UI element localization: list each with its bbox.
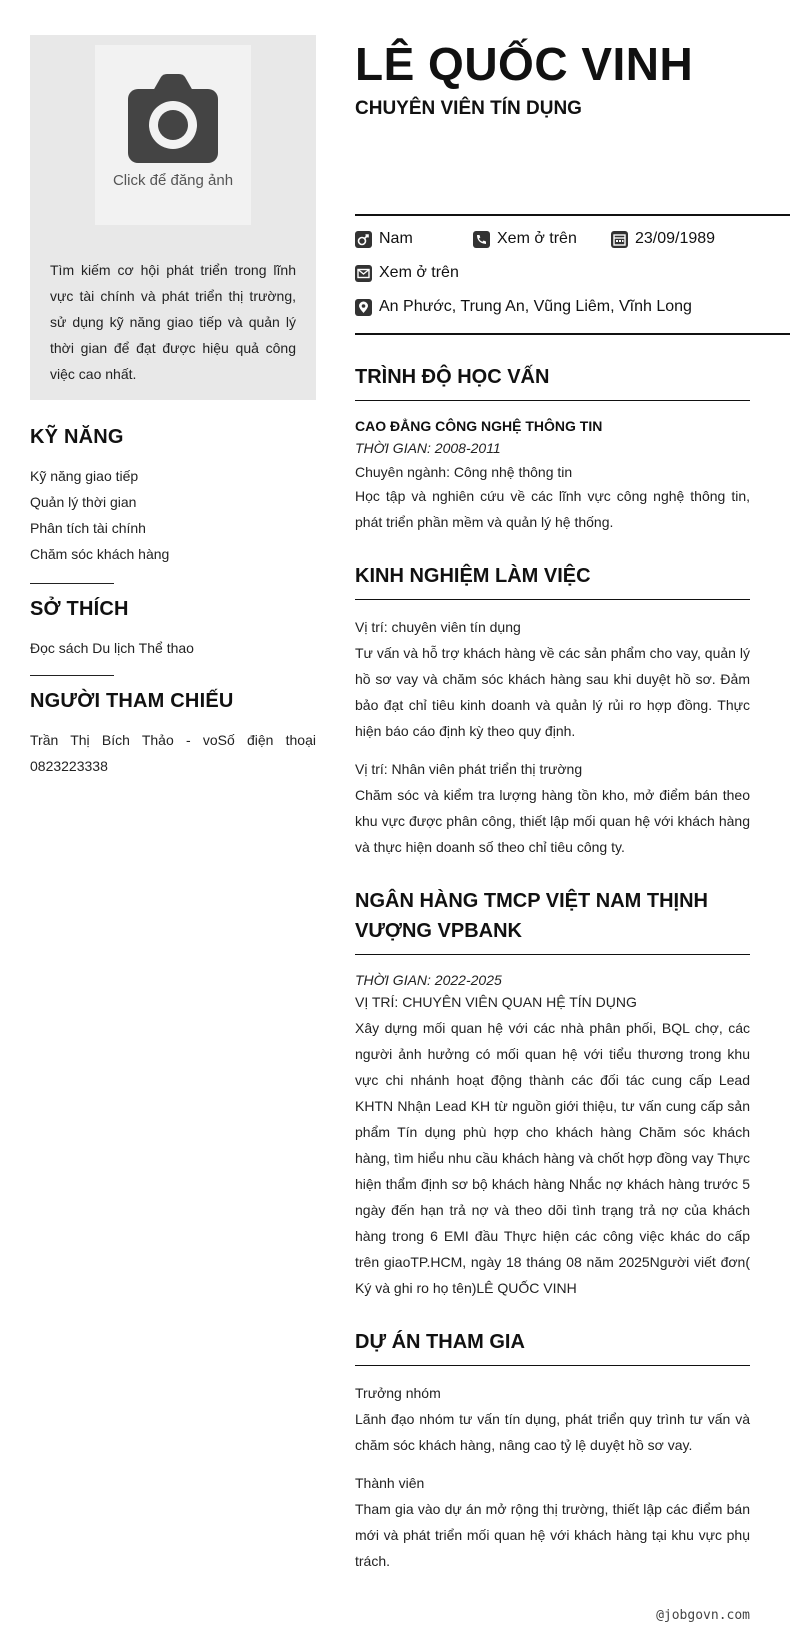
section-rule — [355, 599, 750, 600]
info-row-2 — [355, 261, 459, 285]
email-value: Xem ở trên — [379, 264, 459, 281]
bank-title: NGÂN HÀNG TMCP VIỆT NAM THỊNH VƯỢNG VPBANK — [355, 890, 708, 942]
info-top-rule — [355, 214, 790, 216]
photo-upload[interactable] — [95, 45, 251, 225]
experience-desc: Tư vấn và hỗ trợ khách hàng về các sản phẩm cho vay, quản lý hồ sơ vay và chăm sóc khách hàng sau khi duyệt hồ sơ. Đảm bảo đạt chỉ tiêu kinh doanh và quản lý rủi ro hợp đồng. Thực hiện báo cáo định kỳ theo quy định. — [355, 645, 750, 739]
left-column — [30, 35, 316, 779]
career-objective: Tìm kiếm cơ hội phát triển trong lĩnh vực tài chính và phát triển thị trường, sử dụng kỹ năng giao tiếp và quản lý thời gian để đạt được hiệu quả công việc cao nhất. — [50, 262, 296, 382]
project-desc: Lãnh đạo nhóm tư vấn tín dụng, phát triển quy trình tư vấn và chăm sóc khách hàng, nâng cao tỷ lệ duyệt hồ sơ vay. — [355, 1411, 750, 1453]
gender-value: Nam — [379, 230, 413, 247]
hobbies-title: SỞ THÍCH — [30, 598, 129, 620]
address-value: An Phước, Trung An, Vũng Liêm, Vĩnh Long — [379, 298, 692, 315]
skill-item: Quản lý thời gian — [30, 494, 137, 510]
camera-icon — [125, 71, 221, 167]
email-icon — [355, 265, 372, 282]
bank-desc: Xây dựng mối quan hệ với các nhà phân phối, BQL chợ, các người ảnh hưởng có mối quan hệ với tiểu thương trong khu vực chi nhánh hoạt động thành các đối tác cung cấp Lead KHTN Nhận Lead KH từ nguồn giới thiệu, tư vấn cung cấp sản phẩm Tín dụng phù hợp cho khách hàng Chăm sóc khách hàng, tìm hiểu nhu cầu khách hàng và chốt hợp đồng vay Thực hiện thẩm định sơ bộ khách hàng Nhắc nợ khách hàng trước 5 ngày đến hạn trả nợ và theo dõi tình trạng trả nợ của khách hàng trong 6 EMI đầu Thực hiện các công việc khác do cấp trên giaoTP.HCM, ngày 18 tháng 08 năm 2025Người viết đơn( Ký và ghi ro họ tên)LÊ QUỐC VINH — [355, 1020, 750, 1296]
divider — [30, 675, 114, 676]
section-rule — [355, 400, 750, 401]
hobbies-text: Đọc sách Du lịch Thể thao — [30, 640, 194, 656]
skill-item: Chăm sóc khách hàng — [30, 546, 170, 562]
job-title: CHUYÊN VIÊN TÍN DỤNG — [355, 98, 582, 119]
skill-item: Phân tích tài chính — [30, 520, 146, 536]
experience-section — [355, 561, 750, 860]
location-icon — [355, 299, 372, 316]
skills-section — [30, 426, 316, 584]
phone-info — [473, 230, 611, 248]
info-row-3 — [355, 295, 692, 319]
info-row-1 — [355, 227, 715, 251]
skill-item: Kỹ năng giao tiếp — [30, 468, 139, 484]
address-info — [355, 298, 692, 316]
section-rule — [355, 954, 750, 955]
education-major: Chuyên ngành: Công nhệ thông tin — [355, 464, 573, 480]
calendar-icon — [611, 231, 628, 248]
gender-info — [355, 230, 473, 248]
birthday-value: 23/09/1989 — [635, 230, 716, 247]
projects-section — [355, 1327, 750, 1574]
project-role: Thành viên — [355, 1475, 425, 1491]
main-sections — [355, 362, 750, 1574]
divider — [30, 583, 114, 584]
experience-desc: Chăm sóc và kiểm tra lượng hàng tồn kho, mở điểm bán theo khu vực được phân công, thiết lập mối quan hệ với khách hàng và thực hiện doanh số theo chỉ tiêu công ty. — [355, 787, 750, 855]
school-name: CAO ĐẲNG CÔNG NGHỆ THÔNG TIN — [355, 418, 603, 434]
watermark: @jobgovn.com — [656, 1608, 750, 1623]
experience-position: Vị trí: Nhân viên phát triển thị trường — [355, 761, 583, 777]
section-rule — [355, 1365, 750, 1366]
hobbies-section — [30, 598, 316, 676]
candidate-name: LÊ QUỐC VINH — [355, 38, 694, 90]
photo-label: Click để đăng ảnh — [112, 172, 234, 189]
bank-section — [355, 886, 750, 1301]
profile-box — [30, 35, 316, 400]
skills-title: KỸ NĂNG — [30, 426, 124, 448]
project-desc: Tham gia vào dự án mở rộng thị trường, thiết lập các điểm bán mới và phát triển mối quan hệ với khách hàng tại khu vực phụ trách. — [355, 1501, 750, 1569]
bank-time: THỜI GIAN: 2022-2025 — [355, 972, 502, 988]
project-role: Trưởng nhóm — [355, 1385, 441, 1401]
projects-title: DỰ ÁN THAM GIA — [355, 1331, 525, 1353]
phone-icon — [473, 231, 490, 248]
skills-list — [30, 463, 316, 567]
birthday-info — [611, 230, 715, 248]
phone-value: Xem ở trên — [497, 230, 577, 247]
info-bottom-rule — [355, 333, 790, 335]
references-text: Trần Thị Bích Thảo - voSố điện thoại 0823223338 — [30, 732, 316, 774]
education-section — [355, 362, 750, 535]
bank-position: VỊ TRÍ: CHUYÊN VIÊN QUAN HỆ TÍN DỤNG — [355, 994, 637, 1010]
experience-title: KINH NGHIỆM LÀM VIỆC — [355, 565, 591, 587]
references-title: NGƯỜI THAM CHIẾU — [30, 690, 234, 712]
education-time: THỜI GIAN: 2008-2011 — [355, 440, 501, 456]
gender-icon — [355, 231, 372, 248]
education-title: TRÌNH ĐỘ HỌC VẤN — [355, 366, 550, 388]
references-section — [30, 690, 316, 779]
education-desc: Học tập và nghiên cứu về các lĩnh vực công nghệ thông tin, phát triển phần mềm và quản lý hệ thống. — [355, 488, 750, 530]
experience-position: Vị trí: chuyên viên tín dụng — [355, 619, 521, 635]
email-info — [355, 264, 459, 282]
